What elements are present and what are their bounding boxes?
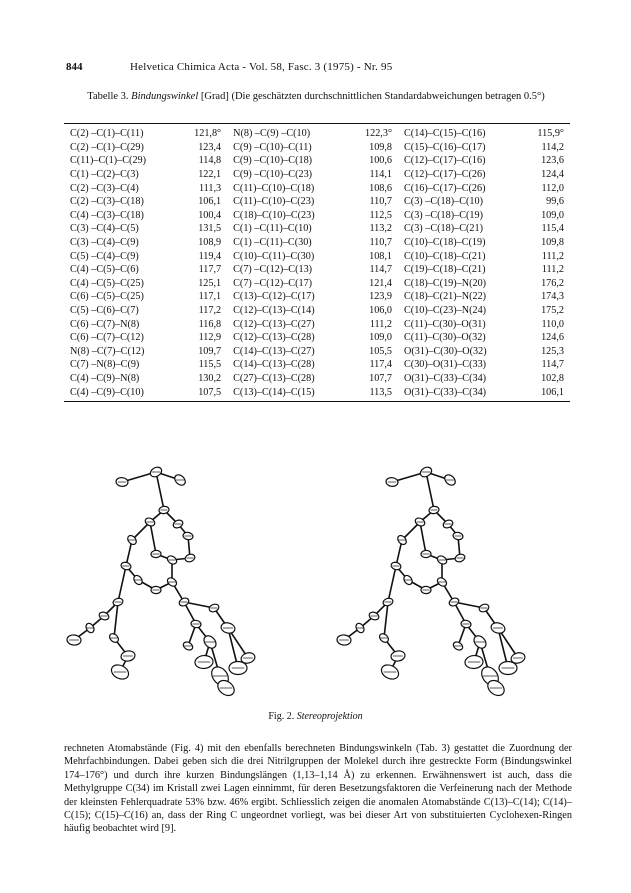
- bond-angle-atoms: C(3) –C(18)–C(19): [404, 209, 483, 221]
- bond-angle-atoms: C(4) –C(5)–C(6): [70, 264, 139, 276]
- bond-angle-value: 110,7: [369, 237, 393, 249]
- table-row: [64, 358, 570, 372]
- bond-angle-atoms: C(14)–C(13)–C(27): [233, 345, 315, 357]
- bond-angle-value: 115,5: [198, 359, 222, 371]
- bond-angle-atoms: C(10)–C(11)–C(30): [233, 250, 315, 262]
- bond-angle-atoms: C(7) –C(12)–C(13): [233, 264, 313, 276]
- bond-angle-atoms: C(7) –C(12)–C(17): [233, 277, 313, 289]
- body-paragraph: rechneten Atomabstände (Fig. 4) mit den ebenfalls berechneten Bindungswinkeln (Tab. 3) gestattet die Zuordnung der Mehrfachbindungen. Dabei geben sich die drei Nitrilgruppen der Molekel durch ihre gestreckte Form (Bindungswinkel 174–176°) und durch ihre kurzen Bindungslängen (1,13–1,14 Å) zu erkennen. Erwähnenswert ist auch, dass die Methylgruppe C(34) im Kristall zwei Lagen einnimmt, für deren Besetzungsfaktoren die Verfeinerung nach der Methode der kleinsten Fehlerquadrate 53% bzw. 46% ergibt. Schliesslich zeigen die anomalen Atomabstände C(13)–C(14); C(14)–C(15); C(15)–C(16) an, dass der Ring C ungeordnet vorliegt, was bei dieser Art von substituierten Cyclohexen-Ringen häufig beobachtet wird [9].: [64, 743, 572, 835]
- bond-angle-atoms: C(2) –C(1)–C(11): [70, 128, 144, 140]
- bond-angle-value: 114,1: [369, 169, 393, 181]
- bond-angle-value: 121,4: [369, 277, 393, 289]
- bond-angle-value: 107,5: [198, 386, 222, 398]
- bond-angle-atoms: C(12)–C(13)–C(27): [233, 318, 315, 330]
- bond-angle-atoms: C(10)–C(18)–C(19): [404, 237, 486, 249]
- bond-angle-value: 110,7: [369, 196, 393, 208]
- bond-angle-atoms: C(6) –C(7)–C(12): [70, 332, 144, 344]
- bond-line: [150, 522, 156, 554]
- bond-angle-atoms: C(11)–C(30)–O(31): [404, 318, 486, 330]
- bond-angle-atoms: C(4) –C(9)–C(10): [70, 386, 144, 398]
- bond-line: [114, 602, 118, 638]
- bond-angle-value: 100,4: [198, 209, 222, 221]
- bond-angle-atoms: C(30)–O(31)–C(33): [404, 359, 487, 371]
- table-row: [64, 345, 570, 359]
- bond-angle-atoms: C(14)–C(13)–C(28): [233, 359, 315, 371]
- table-bottom-rule: [64, 401, 570, 402]
- bond-angle-table: [64, 127, 570, 399]
- bond-angle-value: 109,0: [369, 332, 393, 344]
- bond-angle-atoms: C(3) –C(4)–C(5): [70, 223, 139, 235]
- bond-angle-atoms: C(16)–C(17)–C(26): [404, 182, 486, 194]
- stereo-view-right: [337, 465, 527, 698]
- bond-angle-value: 113,2: [369, 223, 393, 235]
- table-row: [64, 277, 570, 291]
- bond-angle-atoms: C(7) –N(8)–C(9): [70, 359, 140, 371]
- bond-angle-atoms: C(9) –C(10)–C(23): [233, 169, 313, 181]
- bond-angle-atoms: C(9) –C(10)–C(18): [233, 155, 313, 167]
- bond-angle-value: 105,5: [369, 345, 393, 357]
- table-title-rest: [Grad] (Die geschätzten durchschnittlichen Standardabweichungen betragen 0.5°): [200, 91, 545, 102]
- bond-angle-atoms: C(13)–C(14)–C(15): [233, 386, 315, 398]
- bond-angle-atoms: O(31)–C(33)–C(34): [404, 386, 487, 398]
- bond-angle-value: 125,1: [198, 277, 222, 289]
- bond-angle-value: 106,1: [198, 196, 222, 208]
- bond-angle-value: 123,6: [541, 155, 564, 167]
- bond-angle-atoms: C(3) –C(18)–C(21): [404, 223, 483, 235]
- bond-angle-value: 117,7: [198, 264, 222, 276]
- bond-angle-value: 112,9: [198, 332, 222, 344]
- bond-angle-atoms: C(12)–C(17)–C(16): [404, 155, 486, 167]
- table-row: [64, 236, 570, 250]
- table-row: [64, 331, 570, 345]
- bond-angle-value: 175,2: [541, 305, 564, 317]
- bond-angle-atoms: C(4) –C(5)–C(25): [70, 277, 144, 289]
- bond-angle-value: 106,0: [369, 305, 393, 317]
- table-caption: [66, 91, 566, 103]
- bond-angle-atoms: C(11)–C(1)–C(29): [70, 155, 147, 167]
- bond-angle-value: 112,0: [541, 182, 564, 194]
- bond-angle-atoms: O(31)–C(33)–C(34): [404, 372, 487, 384]
- bond-angle-atoms: C(19)–C(18)–C(21): [404, 264, 486, 276]
- bond-angle-value: 122,3°: [365, 128, 393, 140]
- bond-angle-value: 123,9: [369, 291, 393, 303]
- bond-angle-value: 111,2: [369, 318, 393, 330]
- page-number: 844: [66, 61, 83, 73]
- bond-angle-value: 124,4: [541, 169, 564, 181]
- bond-angle-atoms: C(10)–C(23)–N(24): [404, 305, 487, 317]
- bond-angle-value: 116,8: [198, 318, 222, 330]
- bond-angle-atoms: C(2) –C(1)–C(29): [70, 141, 144, 153]
- table-row: [64, 263, 570, 277]
- bond-angle-atoms: C(27)–C(13)–C(28): [233, 372, 315, 384]
- bond-angle-value: 122,1: [198, 169, 222, 181]
- bond-angle-value: 114,2: [541, 141, 564, 153]
- table-row: [64, 209, 570, 223]
- stereo-projection-figure: [60, 462, 580, 702]
- bond-angle-value: 130,2: [198, 372, 222, 384]
- table-row: [64, 168, 570, 182]
- bond-angle-value: 111,2: [541, 250, 564, 262]
- table-row: [64, 141, 570, 155]
- bond-angle-atoms: C(18)–C(19)–N(20): [404, 277, 487, 289]
- bond-angle-value: 125,3: [541, 345, 564, 357]
- bond-angle-atoms: C(10)–C(18)–C(21): [404, 250, 486, 262]
- bond-angle-atoms: C(11)–C(10)–C(18): [233, 182, 315, 194]
- bond-angle-value: 174,3: [541, 291, 564, 303]
- bond-angle-atoms: C(3) –C(18)–C(10): [404, 196, 483, 208]
- bond-angle-value: 102,8: [541, 372, 564, 384]
- bond-angle-value: 117,4: [369, 359, 393, 371]
- bond-angle-value: 131,5: [198, 223, 222, 235]
- table-row: [64, 249, 570, 263]
- table-label: Tabelle 3.: [87, 91, 129, 102]
- bond-angle-value: 115,9°: [537, 128, 564, 140]
- bond-angle-value: 99,6: [546, 196, 564, 208]
- bond-angle-atoms: C(3) –C(4)–C(9): [70, 237, 139, 249]
- bond-angle-atoms: C(1) –C(2)–C(3): [70, 169, 139, 181]
- table-row: [64, 290, 570, 304]
- bond-angle-atoms: C(4) –C(9)–N(8): [70, 372, 140, 384]
- bond-line: [384, 602, 388, 638]
- bond-angle-value: 109,0: [541, 209, 564, 221]
- bond-angle-atoms: O(31)–C(30)–O(32): [404, 345, 487, 357]
- bond-angle-atoms: C(15)–C(16)–C(17): [404, 141, 486, 153]
- bond-angle-atoms: C(12)–C(13)–C(28): [233, 332, 315, 344]
- stereo-molecule-drawing: [60, 462, 580, 702]
- bond-angle-atoms: C(18)–C(21)–N(22): [404, 291, 487, 303]
- bond-angle-atoms: C(11)–C(10)–C(23): [233, 196, 315, 208]
- table-row: [64, 317, 570, 331]
- table-row: [64, 304, 570, 318]
- bond-angle-value: 111,2: [541, 264, 564, 276]
- bond-angle-value: 109,7: [198, 345, 222, 357]
- bond-angle-value: 108,1: [369, 250, 393, 262]
- bond-line: [426, 472, 434, 510]
- figure-title: Stereoprojektion: [296, 711, 363, 722]
- bond-angle-atoms: C(1) –C(11)–C(30): [233, 237, 312, 249]
- bond-angle-atoms: C(5) –C(6)–C(7): [70, 305, 139, 317]
- bond-angle-value: 100,6: [369, 155, 393, 167]
- bond-angle-atoms: N(8) –C(9) –C(10): [233, 128, 311, 140]
- bond-angle-atoms: C(12)–C(13)–C(14): [233, 305, 315, 317]
- bond-angle-value: 115,4: [541, 223, 564, 235]
- bond-line: [118, 566, 126, 602]
- bond-angle-atoms: C(2) –C(3)–C(4): [70, 182, 139, 194]
- table-row: [64, 385, 570, 399]
- bond-angle-atoms: C(5) –C(4)–C(9): [70, 250, 139, 262]
- bond-angle-value: 117,1: [198, 291, 222, 303]
- table-row: [64, 195, 570, 209]
- bond-angle-value: 113,5: [369, 386, 393, 398]
- bond-angle-value: 106,1: [541, 386, 564, 398]
- table-row: [64, 222, 570, 236]
- bond-angle-atoms: C(2) –C(3)–C(18): [70, 196, 144, 208]
- table-title-italic: Bindungswinkel: [131, 91, 199, 102]
- bond-angle-atoms: N(8) –C(7)–C(12): [70, 345, 145, 357]
- bond-line: [420, 522, 426, 554]
- table-top-rule: [64, 123, 570, 124]
- bond-angle-value: 114,8: [198, 155, 222, 167]
- bond-angle-value: 176,2: [541, 277, 564, 289]
- bond-angle-atoms: C(14)–C(15)–C(16): [404, 128, 486, 140]
- bond-angle-value: 121,8°: [194, 128, 222, 140]
- bond-angle-atoms: C(4) –C(3)–C(18): [70, 209, 144, 221]
- bond-angle-value: 124,6: [541, 332, 564, 344]
- bond-angle-value: 114,7: [369, 264, 393, 276]
- bond-angle-atoms: C(6) –C(5)–C(25): [70, 291, 144, 303]
- bond-angle-value: 123,4: [198, 141, 222, 153]
- stereo-view-left: [67, 465, 257, 698]
- bond-line: [388, 566, 396, 602]
- bond-angle-atoms: C(6) –C(7)–N(8): [70, 318, 140, 330]
- bond-angle-value: 110,0: [541, 318, 564, 330]
- bond-angle-value: 112,5: [369, 209, 393, 221]
- bond-angle-atoms: C(12)–C(17)–C(26): [404, 169, 486, 181]
- table-row: [64, 127, 570, 141]
- figure-caption: [0, 711, 631, 722]
- bond-angle-value: 109,8: [541, 237, 564, 249]
- bond-angle-value: 109,8: [369, 141, 393, 153]
- journal-header: Helvetica Chimica Acta - Vol. 58, Fasc. 3 (1975) - Nr. 95: [130, 61, 393, 73]
- table-row: [64, 154, 570, 168]
- bond-angle-value: 111,3: [198, 182, 222, 194]
- table-row: [64, 372, 570, 386]
- bond-line: [156, 472, 164, 510]
- bond-angle-value: 119,4: [198, 250, 222, 262]
- bond-angle-value: 117,2: [198, 305, 222, 317]
- bond-angle-atoms: C(1) –C(11)–C(10): [233, 223, 312, 235]
- bond-angle-atoms: C(13)–C(12)–C(17): [233, 291, 315, 303]
- bond-angle-atoms: C(18)–C(10)–C(23): [233, 209, 315, 221]
- bond-angle-atoms: C(11)–C(30)–O(32): [404, 332, 486, 344]
- bond-angle-value: 108,6: [369, 182, 393, 194]
- bond-angle-value: 108,9: [198, 237, 222, 249]
- table-row: [64, 181, 570, 195]
- bond-angle-value: 114,7: [541, 359, 564, 371]
- bond-angle-value: 107,7: [369, 372, 393, 384]
- figure-label: Fig. 2.: [268, 711, 295, 722]
- bond-angle-atoms: C(9) –C(10)–C(11): [233, 141, 312, 153]
